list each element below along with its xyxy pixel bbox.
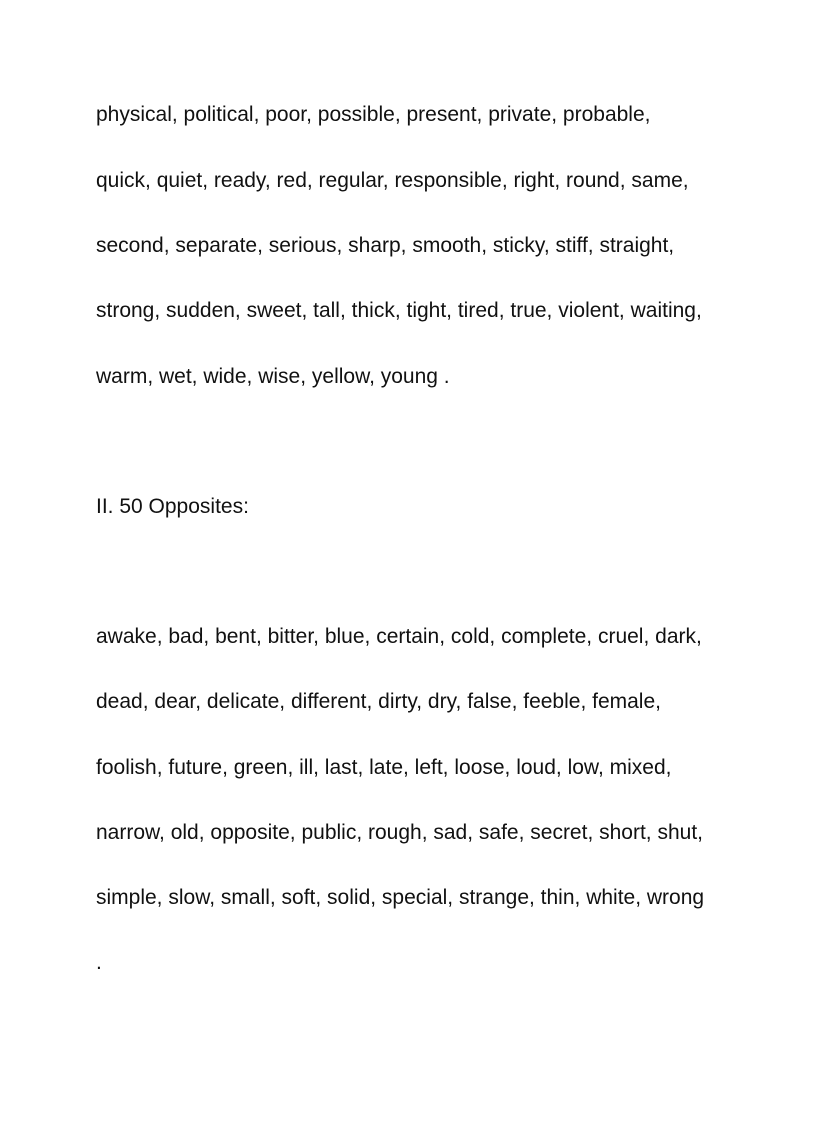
opposites-list-line: foolish, future, green, ill, last, late, left, loose, loud, low, mixed, [96,756,672,779]
word-list-line: physical, political, poor, possible, present, private, probable, [96,103,651,126]
section-heading-opposites: II. 50 Opposites: [96,495,249,518]
opposites-list-line: dead, dear, delicate, different, dirty, dry, false, feeble, female, [96,690,661,713]
word-list-line: warm, wet, wide, wise, yellow, young . [96,365,450,388]
opposites-list-line: awake, bad, bent, bitter, blue, certain, cold, complete, cruel, dark, [96,625,702,648]
word-list-line: second, separate, serious, sharp, smooth, sticky, stiff, straight, [96,234,675,257]
opposites-list-line: narrow, old, opposite, public, rough, sad, safe, secret, short, shut, [96,821,704,844]
word-list-line: quick, quiet, ready, red, regular, responsible, right, round, same, [96,169,689,192]
opposites-list-line: simple, slow, small, soft, solid, special, strange, thin, white, wrong [96,886,705,909]
word-list-line: strong, sudden, sweet, tall, thick, tight, tired, true, violent, waiting, [96,299,702,322]
opposites-list-line-end: . [96,951,102,974]
